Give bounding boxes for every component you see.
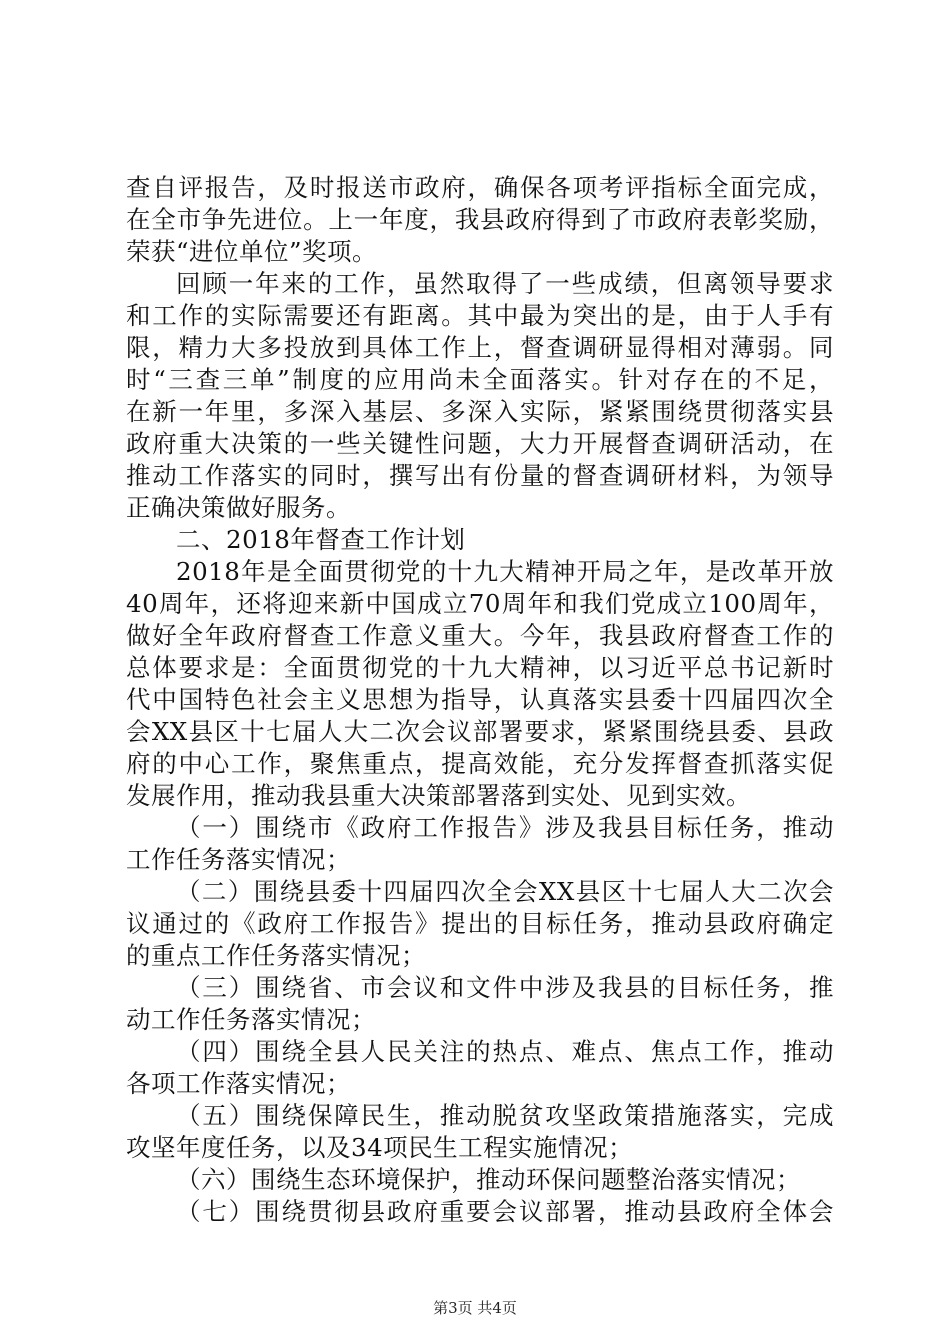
list-item-first-line: （五）围绕保障民生，推动脱贫攻坚政策措施落实，完成 bbox=[176, 1101, 834, 1130]
body-text-line: 府的中心工作，聚焦重点，提高效能，充分发挥督查抓落实促 bbox=[126, 749, 834, 778]
body-text-line: 推动工作落实的同时，撰写出有份量的督查调研材料，为领导 bbox=[126, 461, 834, 490]
list-item-line: 的重点工作任务落实情况； bbox=[126, 941, 426, 970]
list-item-first-line: （六）围绕生态环境保护，推动环保问题整治落实情况； bbox=[176, 1165, 801, 1194]
list-item-first-line: （一）围绕市《政府工作报告》涉及我县目标任务，推动 bbox=[176, 813, 834, 842]
list-item-line: 工作任务落实情况； bbox=[126, 845, 351, 874]
body-text-line: 发展作用，推动我县重大决策部署落到实处、见到实效。 bbox=[126, 781, 751, 810]
list-item-first-line: （二）围绕县委十四届四次全会XX县区十七届人大二次会 bbox=[176, 877, 834, 906]
list-item-first-line: （四）围绕全县人民关注的热点、难点、焦点工作，推动 bbox=[176, 1037, 834, 1066]
body-text-line: 正确决策做好服务。 bbox=[126, 493, 351, 522]
body-text-line: 和工作的实际需要还有距离。其中最为突出的是，由于人手有 bbox=[126, 301, 834, 330]
list-item-first-line: （七）围绕贯彻县政府重要会议部署，推动县政府全体会 bbox=[176, 1197, 834, 1226]
body-text-line: 查自评报告，及时报送市政府，确保各项考评指标全面完成， bbox=[126, 173, 834, 202]
paragraph-first-line: 回顾一年来的工作，虽然取得了一些成绩，但离领导要求 bbox=[176, 269, 834, 298]
body-text-line: 荣获“进位单位”奖项。 bbox=[126, 237, 378, 266]
body-text-line: 政府重大决策的一些关键性问题，大力开展督查调研活动，在 bbox=[126, 429, 834, 458]
body-text-line: 代中国特色社会主义思想为指导，认真落实县委十四届四次全 bbox=[126, 685, 834, 714]
body-text-line: 时“三查三单”制度的应用尚未全面落实。针对存在的不足， bbox=[126, 365, 834, 394]
body-text-line: 限，精力大多投放到具体工作上，督查调研显得相对薄弱。同 bbox=[126, 333, 834, 362]
body-text-line: 在全市争先进位。上一年度，我县政府得到了市政府表彰奖励， bbox=[126, 205, 834, 234]
paragraph-first-line: 2018年是全面贯彻党的十九大精神开局之年，是改革开放 bbox=[176, 557, 834, 586]
body-text-line: 40周年，还将迎来新中国成立70周年和我们党成立100周年， bbox=[126, 589, 834, 618]
list-item-line: 各项工作落实情况； bbox=[126, 1069, 351, 1098]
body-text-line: 在新一年里，多深入基层、多深入实际，紧紧围绕贯彻落实县 bbox=[126, 397, 834, 426]
body-text-line: 总体要求是：全面贯彻党的十九大精神，以习近平总书记新时 bbox=[126, 653, 834, 682]
body-text-line: 会XX县区十七届人大二次会议部署要求，紧紧围绕县委、县政 bbox=[126, 717, 834, 746]
body-text-line: 做好全年政府督查工作意义重大。今年，我县政府督查工作的 bbox=[126, 621, 834, 650]
section-heading: 二、2018年督查工作计划 bbox=[176, 525, 466, 554]
page-number-footer: 第3页 共4页 bbox=[433, 1299, 517, 1317]
list-item-first-line: （三）围绕省、市会议和文件中涉及我县的目标任务，推 bbox=[176, 973, 834, 1002]
list-item-line: 攻坚年度任务，以及34项民生工程实施情况； bbox=[126, 1133, 634, 1162]
list-item-line: 动工作任务落实情况； bbox=[126, 1005, 376, 1034]
list-item-line: 议通过的《政府工作报告》提出的目标任务，推动县政府确定 bbox=[126, 909, 834, 938]
